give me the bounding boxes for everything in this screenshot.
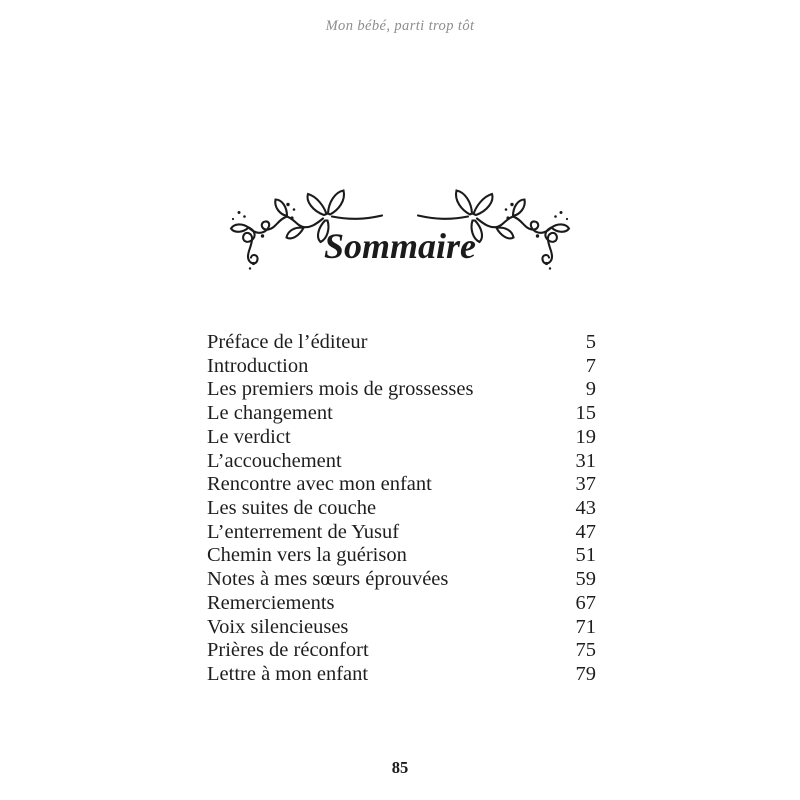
page-number: 85	[391, 758, 409, 777]
toc-entry-page: 15	[575, 402, 596, 425]
running-header: Mon bébé, parti trop tôt	[325, 18, 475, 34]
toc-entry-page: 75	[575, 639, 596, 662]
toc-row	[207, 663, 596, 687]
toc-row	[207, 402, 596, 426]
toc-row	[207, 521, 596, 545]
toc-entry-page: 47	[575, 520, 596, 543]
section-title: Sommaire	[323, 226, 476, 266]
toc-row	[207, 331, 596, 355]
toc-entry-page: 51	[575, 544, 596, 567]
toc-entry-title: Remerciements	[207, 591, 335, 614]
toc-row	[207, 616, 596, 640]
table-of-contents	[207, 331, 596, 687]
toc-entry-page: 67	[575, 591, 596, 614]
toc-entry-page: 19	[575, 425, 596, 448]
toc-entry-title: Lettre à mon enfant	[207, 663, 369, 686]
toc-row	[207, 544, 596, 568]
toc-row	[207, 497, 596, 521]
toc-entry-title: Le changement	[207, 402, 333, 425]
toc-row	[207, 426, 596, 450]
toc-row	[207, 355, 596, 379]
toc-entry-title: Notes à mes sœurs éprouvées	[207, 568, 449, 591]
toc-entry-title: Les premiers mois de grossesses	[207, 378, 474, 401]
toc-row	[207, 450, 596, 474]
toc-row	[207, 473, 596, 497]
toc-entry-page: 37	[575, 473, 596, 496]
toc-row	[207, 568, 596, 592]
toc-entry-title: Chemin vers la guérison	[207, 544, 407, 567]
toc-entry-page: 71	[575, 615, 596, 638]
toc-entry-page: 31	[575, 449, 596, 472]
toc-entry-title: Les suites de couche	[207, 497, 377, 520]
toc-row	[207, 592, 596, 616]
toc-entry-title: L’accouchement	[207, 449, 342, 472]
toc-entry-title: Préface de l’éditeur	[207, 331, 368, 353]
toc-entry-page: 7	[585, 354, 596, 377]
toc-entry-title: Voix silencieuses	[207, 615, 349, 638]
toc-entry-title: Le verdict	[207, 425, 291, 448]
toc-row	[207, 639, 596, 663]
toc-entry-page: 9	[585, 378, 596, 401]
toc-entry-page: 5	[585, 331, 596, 353]
toc-entry-title: Prières de réconfort	[207, 639, 369, 662]
toc-entry-title: Introduction	[207, 354, 309, 377]
toc-entry-title: L’enterrement de Yusuf	[207, 520, 400, 543]
toc-entry-page: 59	[575, 568, 596, 591]
toc-entry-page: 79	[575, 663, 596, 686]
toc-row	[207, 378, 596, 402]
toc-entry-title: Rencontre avec mon enfant	[207, 473, 432, 496]
toc-entry-page: 43	[575, 497, 596, 520]
